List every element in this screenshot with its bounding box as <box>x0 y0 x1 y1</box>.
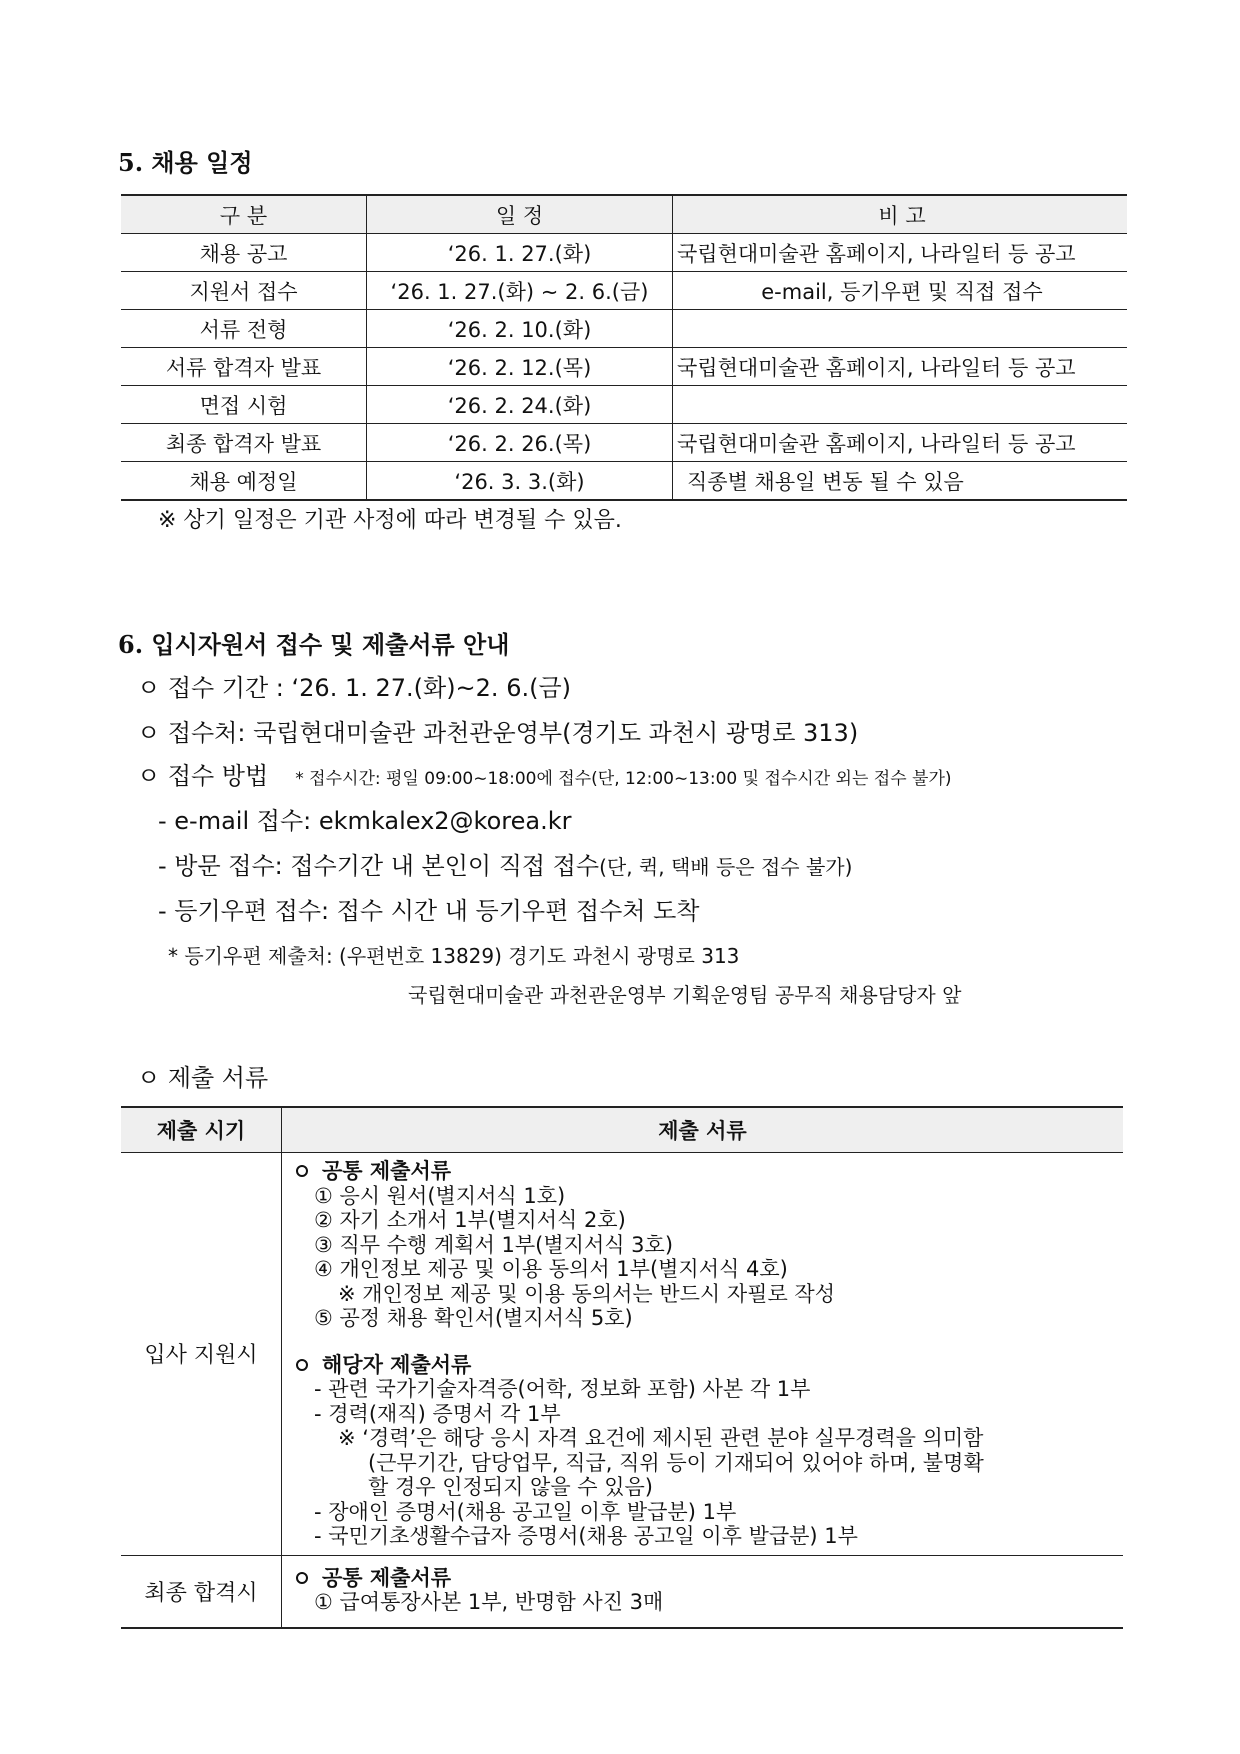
row-category: 채용 공고 <box>121 234 367 272</box>
bullet-icon <box>296 1572 308 1584</box>
documents-header-row <box>121 1107 1123 1153</box>
email-reception: - e-mail 접수: ekmkalex2@korea.kr <box>158 807 572 835</box>
row-remark: 직종별 채용일 변동 될 수 있음 <box>673 462 1128 501</box>
row-remark <box>673 310 1128 348</box>
row-category: 서류 전형 <box>121 310 367 348</box>
table-row <box>121 462 1127 501</box>
post-address: * 등기우편 제출처: (우편번호 13829) 경기도 과천시 광명로 313 <box>168 944 740 968</box>
header-category: 구 분 <box>121 195 367 234</box>
common-doc-item: ⑤ 공정 채용 확인서(별지서식 5호) <box>314 1306 633 1330</box>
reception-method-label: ㅇ 접수 방법 <box>137 762 269 790</box>
post-recipient: 국립현대미술관 과천관운영부 기획운영팀 공무직 채용담당자 앞 <box>408 983 962 1007</box>
final-doc-item: ① 급여통장사본 1부, 반명함 사진 3매 <box>314 1590 664 1614</box>
table-row <box>121 310 1127 348</box>
row-remark: 국립현대미술관 홈페이지, 나라일터 등 공고 <box>673 234 1128 272</box>
common-doc-item: ④ 개인정보 제공 및 이용 동의서 1부(별지서식 4호) <box>314 1257 788 1281</box>
schedule-header-row <box>121 195 1127 234</box>
row-remark <box>673 386 1128 424</box>
row-date: ‘26. 2. 12.(목) <box>367 348 673 386</box>
row-date: ‘26. 2. 10.(화) <box>367 310 673 348</box>
common-doc-item: ① 응시 원서(별지서식 1호) <box>314 1183 566 1208</box>
schedule-table <box>121 194 1127 501</box>
row-remark: 국립현대미술관 홈페이지, 나라일터 등 공고 <box>673 424 1128 462</box>
row-date: ‘26. 3. 3.(화) <box>367 462 673 501</box>
header-submission-docs: 제출 서류 <box>282 1107 1124 1153</box>
section-5-title: 5. 채용 일정 <box>118 148 253 177</box>
schedule-note: ※ 상기 일정은 기관 사정에 따라 변경될 수 있음. <box>158 508 622 533</box>
row-category: 서류 합격자 발표 <box>121 348 367 386</box>
common-docs-title: 공통 제출서류 <box>322 1159 452 1183</box>
row-category: 채용 예정일 <box>121 462 367 501</box>
final-docs-title: 공통 제출서류 <box>322 1565 452 1590</box>
common-doc-item: ② 자기 소개서 1부(별지서식 2호) <box>314 1208 626 1232</box>
apply-documents <box>282 1153 1124 1556</box>
relevant-doc-item: - 국민기초생활수급자 증명서(채용 공고일 이후 발급분) 1부 <box>314 1524 858 1548</box>
bullet-icon <box>296 1165 308 1177</box>
row-category: 최종 합격자 발표 <box>121 424 367 462</box>
post-reception: - 등기우편 접수: 접수 시간 내 등기우편 접수처 도착 <box>158 897 700 925</box>
apply-time-label: 입사 지원시 <box>121 1153 282 1556</box>
table-row <box>121 424 1127 462</box>
reception-method <box>137 756 952 791</box>
relevant-doc-item: - 장애인 증명서(채용 공고일 이후 발급분) 1부 <box>314 1499 737 1524</box>
visit-reception-main: - 방문 접수: 접수기간 내 본인이 직접 접수 <box>158 852 600 880</box>
relevant-doc-note: (근무기간, 담당업무, 직급, 직위 등이 기재되어 있어야 하며, 불명확 <box>368 1450 984 1475</box>
table-row <box>121 234 1127 272</box>
submission-docs-label: ㅇ 제출 서류 <box>137 1064 269 1092</box>
reception-place: ㅇ 접수처: 국립현대미술관 과천관운영부(경기도 과천시 광명로 313) <box>137 719 859 747</box>
final-documents <box>282 1555 1124 1628</box>
row-date: ‘26. 1. 27.(화) <box>367 234 673 272</box>
row-category: 면접 시험 <box>121 386 367 424</box>
row-remark: e-mail, 등기우편 및 직접 접수 <box>673 272 1128 310</box>
table-row <box>121 1153 1123 1556</box>
common-doc-note: ※ 개인정보 제공 및 이용 동의서는 반드시 자필로 작성 <box>338 1281 836 1306</box>
section-6-title: 6. 입시자원서 접수 및 제출서류 안내 <box>118 630 510 659</box>
reception-hours-note: * 접수시간: 평일 09:00∼18:00에 접수(단, 12:00∼13:00 및 접수시간 외는 접수 불가) <box>295 769 952 789</box>
visit-reception-note: (단, 퀵, 택배 등은 접수 불가) <box>599 855 853 879</box>
row-date: ‘26. 1. 27.(화) ∼ 2. 6.(금) <box>367 272 673 310</box>
row-remark: 국립현대미술관 홈페이지, 나라일터 등 공고 <box>673 348 1128 386</box>
header-submission-time: 제출 시기 <box>121 1107 282 1153</box>
row-date: ‘26. 2. 26.(목) <box>367 424 673 462</box>
visit-reception <box>158 846 852 881</box>
table-row <box>121 348 1127 386</box>
documents-table <box>121 1106 1123 1629</box>
relevant-doc-item: - 관련 국가기술자격증(어학, 정보화 포함) 사본 각 1부 <box>314 1377 811 1401</box>
table-row <box>121 272 1127 310</box>
reception-period: ㅇ 접수 기간 : ‘26. 1. 27.(화)~2. 6.(금) <box>137 674 571 702</box>
final-time-label: 최종 합격시 <box>121 1555 282 1628</box>
table-row <box>121 1555 1123 1628</box>
relevant-doc-item: - 경력(재직) 증명서 각 1부 <box>314 1401 561 1426</box>
row-category: 지원서 접수 <box>121 272 367 310</box>
header-remarks: 비 고 <box>673 195 1128 234</box>
relevant-doc-note: ※ ‘경력’은 해당 응시 자격 요건에 제시된 관련 분야 실무경력을 의미함 <box>338 1426 984 1450</box>
header-schedule: 일 정 <box>367 195 673 234</box>
common-doc-item: ③ 직무 수행 계획서 1부(별지서식 3호) <box>314 1232 674 1257</box>
relevant-doc-note: 할 경우 인정되지 않을 수 있음) <box>368 1475 654 1499</box>
bullet-icon <box>296 1359 308 1371</box>
table-row <box>121 386 1127 424</box>
relevant-docs-title: 해당자 제출서류 <box>322 1352 472 1377</box>
row-date: ‘26. 2. 24.(화) <box>367 386 673 424</box>
